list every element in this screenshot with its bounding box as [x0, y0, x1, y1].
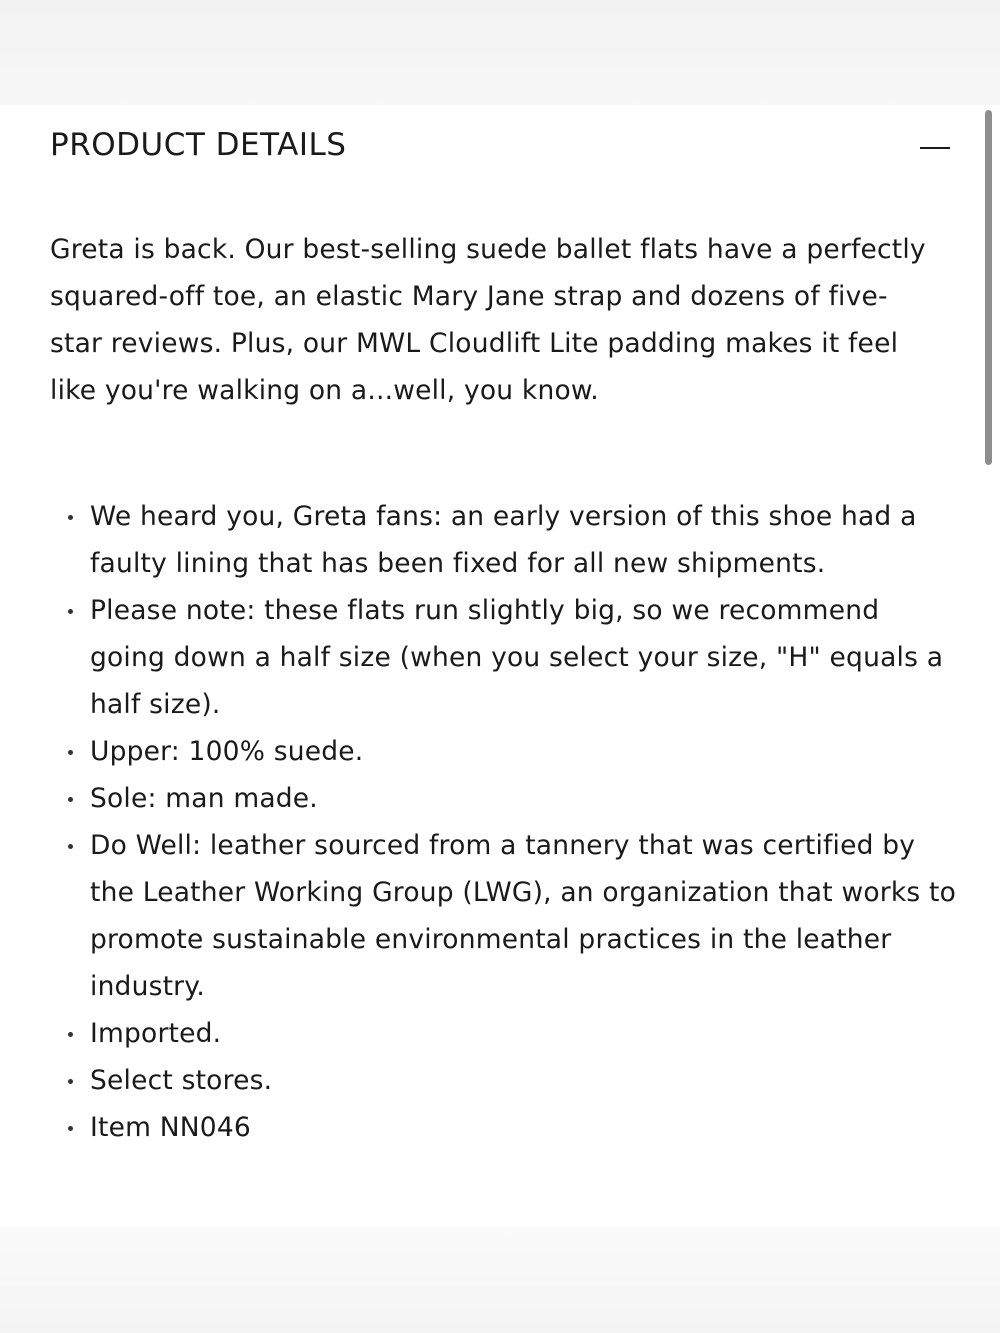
list-item-text: Imported.: [90, 1018, 222, 1049]
scrollbar-thumb[interactable]: [985, 110, 992, 465]
list-item-text: We heard you, Greta fans: an early version of this shoe had a faulty lining that has been fixed for all new shipments.: [90, 501, 917, 579]
product-description: Greta is back. Our best-selling suede ballet flats have a perfectly squared-off toe, an elastic Mary Jane strap and dozens of five-star reviews. Plus, our MWL Cloudlift Lite padding makes it feel like you're walking on a...well, you know.: [50, 234, 926, 406]
list-item: [90, 493, 960, 587]
list-item-text: Sole: man made.: [90, 783, 318, 814]
list-item-text: Item NN046: [90, 1112, 251, 1143]
list-item-text: Select stores.: [90, 1065, 273, 1096]
bullet-icon: [68, 515, 73, 520]
bullet-icon: [68, 609, 73, 614]
bullet-icon: [68, 1126, 73, 1131]
list-item-text: Do Well: leather sourced from a tannery that was certified by the Leather Working Group (LWG), an organization that works to promote sustainable environmental practices in the leather industry.: [90, 830, 957, 1002]
list-item-text: Please note: these flats run slightly big, so we recommend going down a half size (when you select your size, "H" equals a half size).: [90, 595, 944, 720]
product-details-list: [90, 493, 960, 1151]
list-item: [90, 1057, 960, 1104]
list-item: [90, 728, 960, 775]
bullet-icon: [68, 844, 73, 849]
footer-area: [0, 1227, 1000, 1333]
list-item: [90, 775, 960, 822]
list-item: [90, 1010, 960, 1057]
minus-icon: [920, 147, 950, 149]
bullet-icon: [68, 750, 73, 755]
list-item: [90, 587, 960, 728]
list-item: [90, 1104, 960, 1151]
list-item-text: Upper: 100% suede.: [90, 736, 364, 767]
collapse-section-button[interactable]: [912, 130, 958, 166]
section-title: PRODUCT DETAILS: [50, 127, 347, 163]
header-area: [0, 0, 1000, 105]
list-item: [90, 822, 960, 1010]
bullet-icon: [68, 1079, 73, 1084]
bullet-icon: [68, 797, 73, 802]
bullet-icon: [68, 1032, 73, 1037]
